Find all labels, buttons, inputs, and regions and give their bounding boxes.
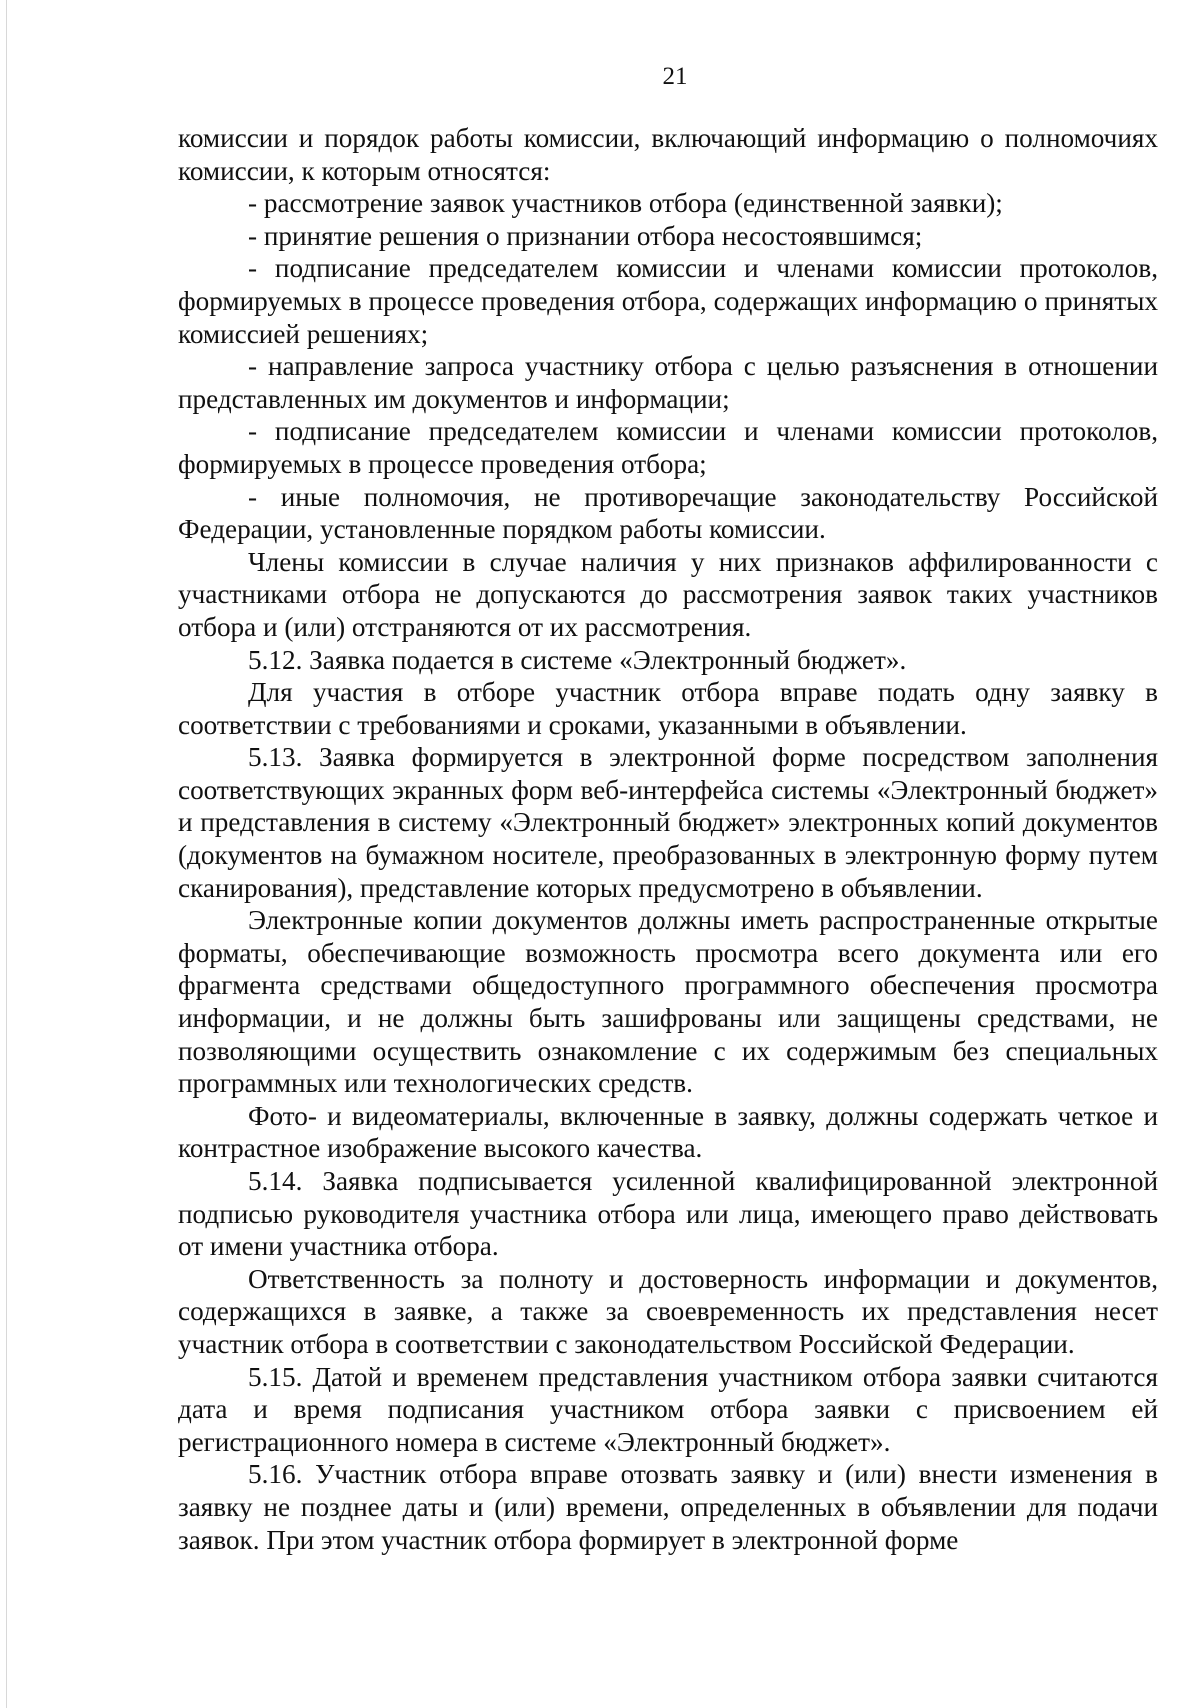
list-item-dash: - принятие решения о признании отбора несостоявшимся; (248, 220, 923, 251)
paragraph: Электронные копии документов должны иметь распространенные открытые форматы, обеспечивающие возможность просмотра всего документа или его фрагмента средствами общедоступного программного обеспечения просмотра информации, и не должны быть зашифрованы или защищены средствами, не позволяющими осуществить ознакомление с их содержимым без специальных программных или технологических средств. (178, 905, 1158, 1099)
paragraph: Фото- и видеоматериалы, включенные в заявку, должны содержать четкое и контрастное изображение высокого качества. (178, 1100, 1158, 1164)
list-item-dash: - направление запроса участнику отбора с целью разъяснения в отношении представленных им документов и информации; (178, 351, 1158, 414)
list-item-dash: - иные полномочия, не противоречащие законодательству Российской Федерации, установленные порядком работы комиссии. (178, 481, 1158, 545)
list-item-dash: - рассмотрение заявок участников отбора (единственной заявки); (248, 188, 1003, 219)
clause-5-15: 5.15. Датой и временем представления участником отбора заявки считаются дата и время подписания участником отбора заявки с присвоением ей регистрационного номера в системе «Электронный бюджет». (178, 1361, 1158, 1457)
paragraph-continuation: комиссии и порядок работы комиссии, включающий информацию о полномочиях комиссии, к которым относятся: (178, 123, 1158, 186)
clause-5-13: 5.13. Заявка формируется в электронной форме посредством заполнения соответствующих экранных форм веб-интерфейса системы «Электронный бюджет» и представления в систему «Электронный бюджет» электронных копий документов (документов на бумажном носителе, преобразованных в электронную форму путем сканирования), представление которых предусмотрено в объявлении. (178, 742, 1158, 903)
clause-5-12: 5.12. Заявка подается в системе «Электронный бюджет». (248, 644, 907, 675)
scan-edge (6, 0, 7, 1708)
page-number: 21 (662, 63, 688, 90)
paragraph: Члены комиссии в случае наличия у них признаков аффилированности с участниками отбора не допускаются до рассмотрения заявок таких участников отбора и (или) отстраняются от их рассмотрения. (178, 546, 1158, 642)
clause-5-14: 5.14. Заявка подписывается усиленной квалифицированной электронной подписью руководителя участника отбора или лица, имеющего право действовать от имени участника отбора. (178, 1166, 1158, 1262)
clause-5-16: 5.16. Участник отбора вправе отозвать заявку и (или) внести изменения в заявку не позднее даты и (или) времени, определенных в объявлении для подачи заявок. При этом участник отбора формирует в электронной форме (178, 1459, 1158, 1555)
paragraph: Для участия в отборе участник отбора вправе подать одну заявку в соответствии с требованиями и сроками, указанными в объявлении. (178, 677, 1158, 740)
paragraph: Ответственность за полноту и достоверность информации и документов, содержащихся в заявке, а также за своевременность их представления несет участник отбора в соответствии с законодательством Российской Федерации. (178, 1263, 1158, 1359)
document-body (178, 122, 1158, 1556)
list-item-dash: - подписание председателем комиссии и членами комиссии протоколов, формируемых в процессе проведения отбора; (178, 416, 1158, 479)
list-item-dash: - подписание председателем комиссии и членами комиссии протоколов, формируемых в процессе проведения отбора, содержащих информацию о принятых комиссией решениях; (178, 253, 1158, 349)
